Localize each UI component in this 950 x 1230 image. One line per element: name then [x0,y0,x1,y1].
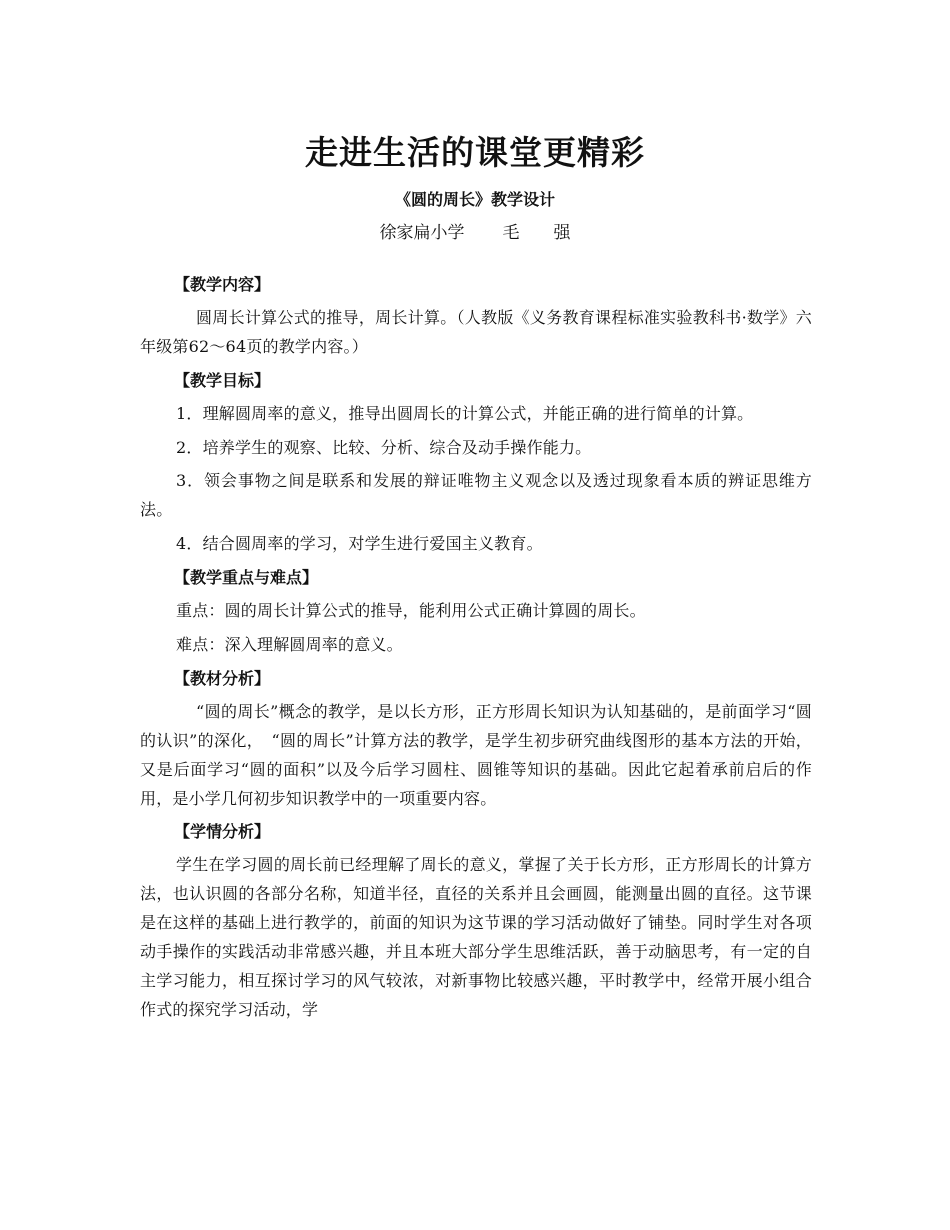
section-heading-key-points: 【教学重点与难点】 [174,568,319,588]
objective-item-4: 4．结合圆周率的学习，对学生进行爱国主义教育。 [176,534,543,554]
author-name-part-2: 强 [553,223,571,243]
author-line [0,219,950,247]
document-subtitle: 《圆的周长》教学设计 [394,190,555,209]
section-heading-material: 【教材分析】 [174,668,271,688]
section-heading-content: 【教学内容】 [174,275,271,294]
key-point-difficulty: 难点：深入理解圆周率的意义。 [176,634,403,654]
key-point-focus: 重点：圆的周长计算公式的推导，能利用公式正确计算圆的周长。 [176,601,646,621]
section-heading-students: 【学情分析】 [174,822,271,842]
document-body [140,271,812,1030]
content-paragraph: 圆周长计算公式的推导，周长计算。（人教版《义务教育课程标准实验教科书·数学》六年级第62～64页的教学内容。） [140,307,812,356]
material-paragraph: “圆的周长”概念的教学，是以长方形，正方形周长知识为认知基础的，是前面学习“圆的认识”的深化， “圆的周长”计算方法的教学，是学生初步研究曲线图形的基本方法的开始，又是后面学习“圆的面积”以及今后学习圆柱、圆锥等知识的基础。因此它起着承前启后的作用，是小学几何初步知识教学中的一项重要内容。 [140,701,812,808]
document-title: 走进生活的课堂更精彩 [305,133,645,172]
author-name-part-1: 毛 [502,223,520,243]
section-heading-objectives: 【教学目标】 [174,370,271,390]
students-paragraph: 学生在学习圆的周长前已经理解了周长的意义，掌握了关于长方形，正方形周长的计算方法，也认识圆的各部分名称，知道半径，直径的关系并且会画圆，能测量出圆的直径。这节课是在这样的基础上进行教学的，前面的知识为这节课的学习活动做好了铺垫。同时学生对各项动手操作的实践活动非常感兴趣，并且本班大部分学生思维活跃，善于动脑思考，有一定的自主学习能力，相互探讨学习的风气较浓，对新事物比较感兴趣，平时教学中，经常开展小组合作式的探究学习活动，学 [140,855,812,1019]
objective-item-3: 3．领会事物之间是联系和发展的辩证唯物主义观念以及透过现象看本质的辨证思维方法。 [140,471,812,520]
school-name: 徐家扁小学 [379,223,465,243]
objective-item-1: 1．理解圆周率的意义，推导出圆周长的计算公式，并能正确的进行简单的计算。 [176,403,754,423]
objective-item-2: 2．培养学生的观察、比较、分析、综合及动手操作能力。 [176,437,592,457]
